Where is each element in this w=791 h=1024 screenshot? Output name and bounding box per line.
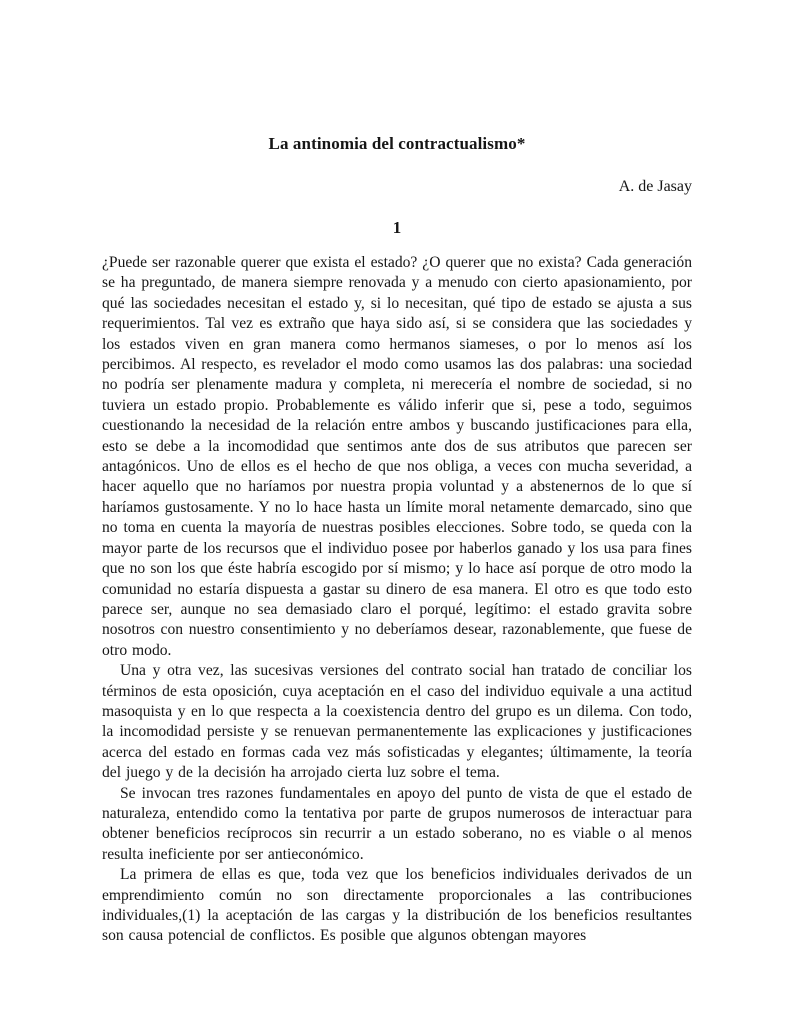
page-title: La antinomia del contractualismo* [268, 134, 526, 153]
author-byline: A. de Jasay [618, 178, 692, 195]
text-column [102, 134, 692, 947]
body-paragraph: Se invocan tres razones fundamentales en apoyo del punto de vista de que el estado de naturaleza, entendido como la tentativa por parte de grupos numerosos de interactuar para obtener beneficios recíprocos sin recurrir a un estado soberano, no es viable o al menos resulta ineficiente por ser antieconómico. [102, 784, 692, 863]
body-paragraph: La primera de ellas es que, toda vez que los beneficios individuales derivados de un emprendimiento común no son directamente proporcionales a las contribuciones individuales,(1) la aceptación de las cargas y la distribución de los beneficios resultantes son causa potencial de conflictos. Es posible que algunos obtengan mayores [102, 866, 692, 945]
body-paragraph: Una y otra vez, las sucesivas versiones del contrato social han tratado de conciliar los términos de esta oposición, cuya aceptación en el caso del individuo equivale a una actitud masoquista y en lo que respecta a la coexistencia dentro del grupo es un dilema. Con todo, la incomodidad persiste y se renuevan permanentemente las explicaciones y justificaciones acerca del estado en formas cada vez más sofisticadas y elegantes; últimamente, la teoría del juego y de la decisión ha arrojado cierta luz sobre el tema. [102, 662, 692, 782]
section-heading: 1 [392, 218, 402, 237]
document-body [102, 253, 692, 947]
body-paragraph: ¿Puede ser razonable querer que exista el estado? ¿O querer que no exista? Cada generación se ha preguntado, de manera siempre renovada y a menudo con cierto apasionamiento, por qué las sociedades necesitan el estado y, si lo necesitan, qué tipo de estado se ajusta a sus requerimientos. Tal vez es extraño que haya sido así, si se considera que las sociedades y los estados viven en gran manera como hermanos siameses, o por lo menos así los percibimos. Al respecto, es revelador el modo como usamos las dos palabras: una sociedad no podría ser plenamente madura y completa, ni merecería el nombre de sociedad, si no tuviera un estado propio. Probablemente es válido inferir que si, pese a todo, seguimos cuestionando la necesidad de la relación entre ambos y buscando justificaciones para ella, esto se debe a la incomodidad que sentimos ante dos de sus atributos que parecen ser antagónicos. Uno de ellos es el hecho de que nos obliga, a veces con mucha severidad, a hacer aquello que no haríamos por nuestra propia voluntad y a abstenernos de lo que sí haríamos gustosamente. Y no lo hace hasta un límite moral netamente demarcado, sino que no toma en cuenta la mayoría de nuestras posibles elecciones. Sobre todo, se queda con la mayor parte de los recursos que el individuo posee por haberlos ganado y los usa para fines que no son los que éste habría escogido por sí mismo; y lo hace así porque de otro modo la comunidad no estaría dispuesta a gastar su dinero de esa manera. El otro es que todo esto parece ser, aunque no sea demasiado claro el porqué, legítimo: el estado gravita sobre nosotros con nuestro consentimiento y no deberíamos desear, razonablemente, que fuese de otro modo. [102, 254, 692, 659]
